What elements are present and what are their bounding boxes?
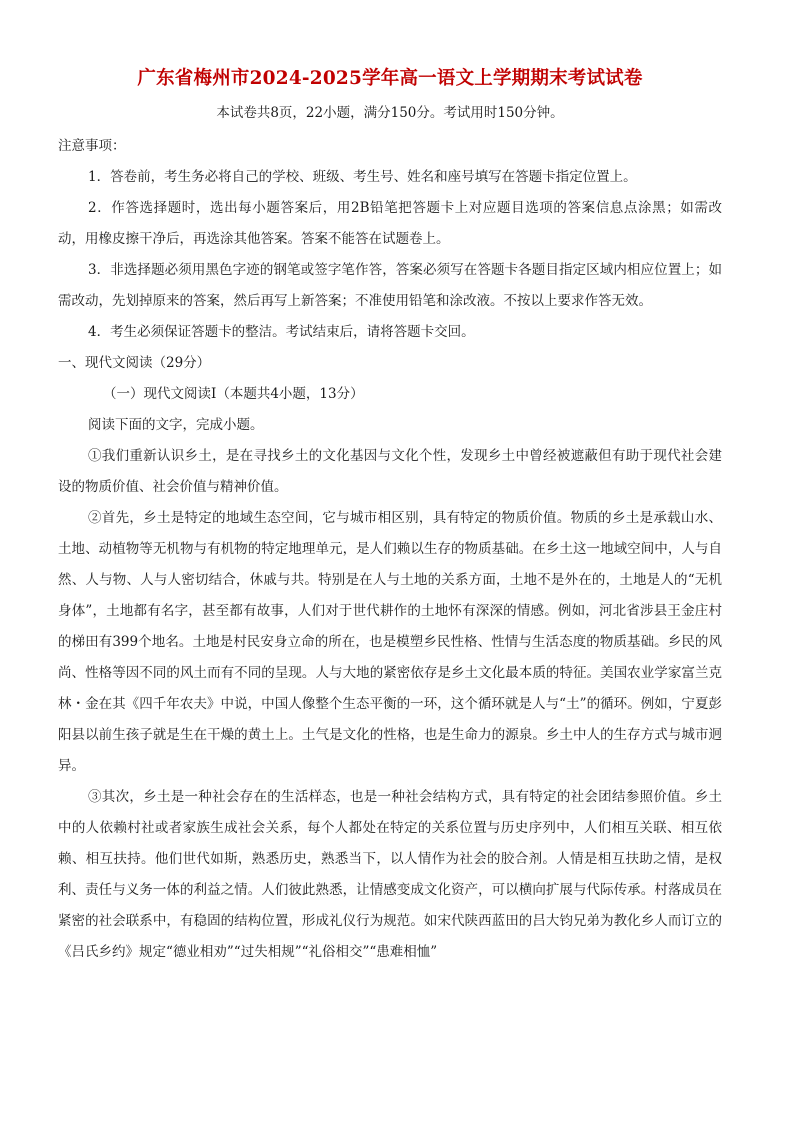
- subsection-heading: （一）现代文阅读Ⅰ（本题共4小题，13分）: [103, 386, 364, 402]
- passage-paragraph: ①我们重新认识乡土，是在寻找乡土的文化基因与文化个性，发现乡土中曾经被遮蔽但有助于现代社会建设的物质价值、社会价值与精神价值。: [58, 448, 722, 495]
- reading-instruction: 阅读下面的文字，完成小题。: [88, 417, 264, 433]
- passage-paragraph: ③其次，乡土是一种社会存在的生活样态，也是一种社会结构方式，具有特定的社会团结参照价值。乡土中的人依赖村社或者家族生成社会关系，每个人都处在特定的关系位置与历史序列中，人们相互关联、相互依赖、相互扶持。他们世代如斯，熟悉历史，熟悉当下，以人情作为社会的胶合剂。人情是相互扶助之情，是权利、责任与义务一体的利益之情。人们彼此熟悉，让情感变成文化资产，可以横向扩展与代际传承。村落成员在紧密的社会联系中，有稳固的结构位置，形成礼仪行为规范。如宋代陕西蓝田的吕大钧兄弟为教化乡人而订立的《吕氏乡约》规定“德业相劝”“过失相规”“礼俗相交”“患难相恤”: [58, 789, 722, 960]
- exam-subtitle: 本试卷共8页，22小题，满分150分。考试用时150分钟。: [216, 105, 564, 121]
- section-heading: 一、现代文阅读（29分）: [58, 355, 211, 371]
- notes-heading: 注意事项：: [58, 138, 126, 154]
- exam-title: 广东省梅州市2024-2025学年高一语文上学期期末考试试卷: [137, 68, 643, 89]
- note-item: 3．非选择题必须用黑色字迹的钢笔或签字笔作答，答案必须写在答题卡各题目指定区域内相应位置上；如需改动，先划掉原来的答案，然后再写上新答案；不准使用铅笔和涂改液。不按以上要求作答无效。: [58, 262, 722, 309]
- note-item: 4．考生必须保证答题卡的整洁。考试结束后，请将答题卡交回。: [88, 324, 475, 340]
- exam-page: [58, 66, 722, 968]
- note-item: 2．作答选择题时，选出每小题答案后，用2B铅笔把答题卡上对应题目选项的答案信息点涂黑；如需改动，用橡皮擦干净后，再选涂其他答案。答案不能答在试题卷上。: [58, 200, 722, 247]
- note-item: 1．答卷前，考生务必将自己的学校、班级、考生号、姓名和座号填写在答题卡指定位置上。: [88, 169, 637, 185]
- passage-paragraph: ②首先，乡土是特定的地域生态空间，它与城市相区别，具有特定的物质价值。物质的乡土是承载山水、土地、动植物等无机物与有机物的特定地理单元，是人们赖以生存的物质基础。在乡土这一地域空间中，人与自然、人与物、人与人密切结合，休戚与共。特别是在人与土地的关系方面，土地不是外在的，土地是人的“无机身体”，土地都有名字，甚至都有故事，人们对于世代耕作的土地怀有深深的情感。例如，河北省涉县王金庄村的梯田有399个地名。土地是村民安身立命的所在，也是模塑乡民性格、性情与生活态度的物质基础。乡民的风尚、性格等因不同的风土而有不同的呈现。人与大地的紧密依存是乡土文化最本质的特征。美国农业学家富兰克林・金在其《四千年农夫》中说，中国人像整个生态平衡的一环，这个循环就是人与“土”的循环。例如，宁夏彭阳县以前生孩子就是生在干燥的黄土上。土气是文化的性格，也是生命力的源泉。乡土中人的生存方式与城市迥异。: [58, 510, 722, 774]
